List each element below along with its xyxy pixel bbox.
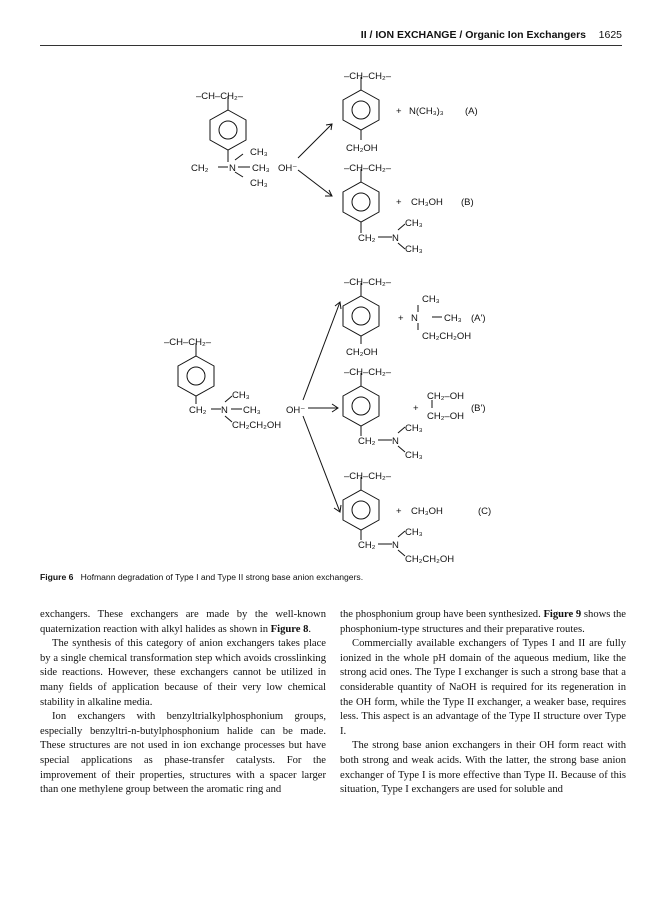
plus-a: +	[396, 106, 402, 117]
reaction-arrow-a2	[303, 302, 340, 400]
benzene-ring-type1	[210, 96, 246, 162]
ch3-right-type1: CH₃	[252, 163, 270, 174]
reaction-arrow-a	[298, 124, 332, 158]
methanol-label-c: CH₃OH	[411, 506, 443, 517]
plus-c: +	[396, 506, 402, 517]
ch3-bottom-b: CH₃	[405, 244, 423, 255]
plus-b: +	[396, 197, 402, 208]
chain-label-a2: –CH–CH₂–	[344, 277, 391, 288]
ch3-top-type2: CH₃	[232, 390, 250, 401]
product-label-c: (C)	[478, 506, 492, 517]
product-label-b2: (B')	[471, 403, 486, 414]
chain-label-c: –CH–CH₂–	[344, 471, 391, 482]
chain-label-type2: –CH–CH₂–	[164, 337, 211, 348]
product-label-a2: (A')	[471, 313, 486, 324]
paragraph: the phosphonium group have been synthesized. Figure 9 shows the phosphonium-type structures and their preparative routes.	[340, 609, 627, 635]
paragraph: The synthesis of this category of anion exchangers takes place by a single chemical transformation step which avoids crosslinking side reactions. However, these exchangers cannot be utilized in many fields of application because of their very low chemical stability in alkaline media.	[40, 638, 326, 708]
n-label-a2: N	[411, 313, 418, 324]
paragraph: The strong base anion exchangers in their OH form react with both strong and weak acids. With the latter, the strong base anion exchanger of Type I is more effective than Type II. Because of this situation, Type I exchangers are used for soluble and	[340, 740, 626, 796]
ch2-label-type1: CH₂	[191, 163, 209, 174]
n-label-c: N	[392, 540, 399, 551]
figure-caption-text: Hofmann degradation of Type I and Type II strong base anion exchangers.	[80, 572, 364, 582]
ch2oh-top-b2: CH₂–OH	[427, 391, 464, 402]
hydroxide-type2: OH⁻	[286, 405, 306, 416]
hydroxide-type1: OH⁻	[278, 163, 298, 174]
paragraph: exchangers. These exchangers are made by the well-known quaternization reaction with alkyl halides as shown in Figure 8.	[40, 609, 326, 635]
body-column-right	[340, 608, 626, 798]
ch2oh-label-a: CH₂OH	[346, 143, 378, 154]
paragraph: Ion exchangers with benzyltrialkylphosphonium groups, especially benzyltri-n-butylphosphonium halide can be made. These structures are not used in ion exchange processes but have special applications as phase-transfer catalysts. For the improvement of their properties, structures with a spacer larger than one methylene group between the aromatic ring and	[40, 711, 326, 796]
methanol-label-b: CH₃OH	[411, 197, 443, 208]
ch3-right-type2: CH₃	[243, 405, 261, 416]
n-label-type1: N	[229, 163, 236, 174]
trimethylamine-label: N(CH₃)₃	[409, 106, 444, 117]
ch3-right-a2: CH₃	[444, 313, 462, 324]
plus-a2: +	[398, 313, 404, 324]
ch2-label-b2: CH₂	[358, 436, 376, 447]
ch3-top-b: CH₃	[405, 218, 423, 229]
journal-section-title: II / ION EXCHANGE / Organic Ion Exchangers	[360, 29, 586, 41]
n-label-type2: N	[221, 405, 228, 416]
ch3-bottom-type1: CH₃	[250, 178, 268, 189]
ch2oh-label-a2: CH₂OH	[346, 347, 378, 358]
page-number: 1625	[598, 29, 622, 41]
n-label-b2: N	[392, 436, 399, 447]
paragraph: Commercially available exchangers of Types I and II are fully ionized in the whole pH domain of the aqueous medium, like the strong acid ones. The Type I exchanger is such a strong base that a considerable quantity of NaOH is required for its regeneration in the OH form, while the Type II exchanger, a weaker base, requires less. This aspect is an advantage of the Type II structure over Type I.	[340, 638, 626, 737]
chain-label-a: –CH–CH₂–	[344, 71, 391, 82]
figure-caption-label: Figure 6	[40, 572, 74, 582]
figure-reference: Figure 9	[543, 609, 582, 620]
reaction-arrow-c	[303, 416, 340, 512]
ch3-top-b2: CH₃	[405, 423, 423, 434]
product-label-b: (B)	[461, 197, 474, 208]
ch3-top-a2: CH₃	[422, 294, 440, 305]
chain-label-b2: –CH–CH₂–	[344, 367, 391, 378]
body-column-left	[40, 608, 326, 798]
plus-b2: +	[413, 403, 419, 414]
ch2-label-type2: CH₂	[189, 405, 207, 416]
ch2ch2oh-type2: CH₂CH₂OH	[232, 420, 282, 431]
product-label-a: (A)	[465, 106, 478, 117]
ch3-top-c: CH₃	[405, 527, 423, 538]
n-label-b: N	[392, 233, 399, 244]
ch2-label-c: CH₂	[358, 540, 376, 551]
reaction-arrow-b	[298, 170, 332, 196]
chain-label-type1: –CH–CH₂–	[196, 91, 243, 102]
ch2oh-bottom-b2: CH₂–OH	[427, 411, 464, 422]
ch3-bottom-b2: CH₃	[405, 450, 423, 461]
figure-reference: Figure 8	[270, 623, 309, 635]
chain-label-b: –CH–CH₂–	[344, 163, 391, 174]
ch3-top-type1: CH₃	[250, 147, 268, 158]
ch2ch2oh-c: CH₂CH₂OH	[405, 554, 455, 565]
ch2ch2oh-a2: CH₂CH₂OH	[422, 331, 472, 342]
ch2-label-b: CH₂	[358, 233, 376, 244]
figure-caption	[40, 572, 622, 582]
